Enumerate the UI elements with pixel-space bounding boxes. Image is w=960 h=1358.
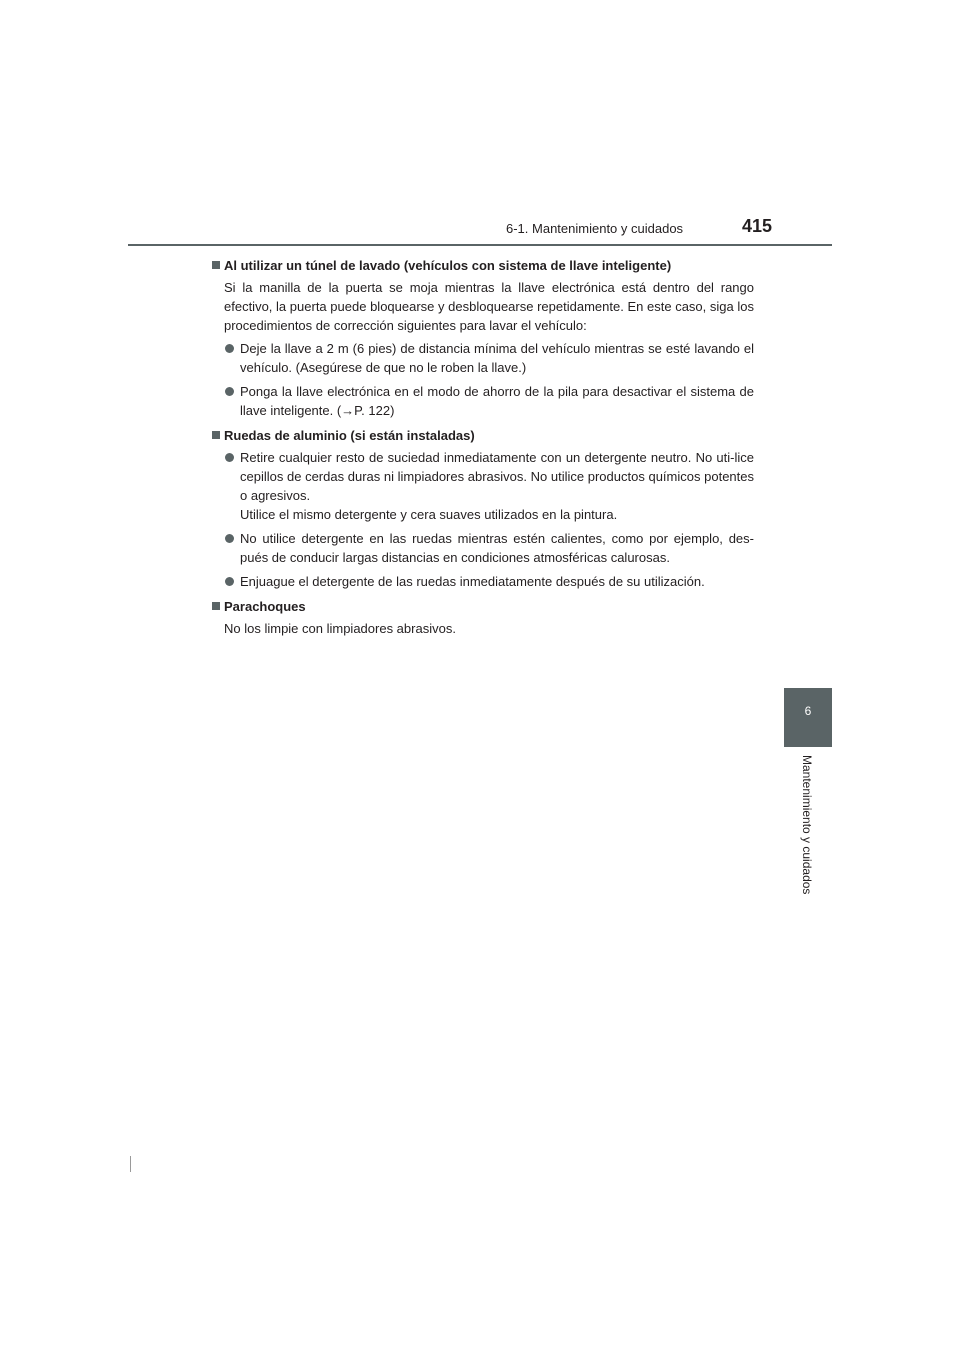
list-item: No utilice detergente en las ruedas mientras estén calientes, como por ejemplo, des-pués de conducir largas distancias en condiciones atmosféricas calurosas. — [212, 529, 754, 567]
chapter-number: 6 — [804, 704, 812, 718]
header-rule — [128, 244, 832, 246]
circle-bullet-icon — [225, 387, 234, 396]
section-aluminum-wheels — [212, 426, 754, 591]
section-heading: Al utilizar un túnel de lavado (vehículos con sistema de llave inteligente) — [212, 256, 754, 275]
header-section-title: 6-1. Mantenimiento y cuidados — [506, 221, 684, 236]
list-item-extra: Utilice el mismo detergente y cera suaves utilizados en la pintura. — [240, 507, 618, 522]
circle-bullet-icon — [225, 453, 234, 462]
section-heading: Ruedas de aluminio (si están instaladas) — [212, 426, 754, 445]
square-bullet-icon — [212, 431, 220, 439]
section-heading: Parachoques — [212, 597, 754, 616]
chapter-tab — [784, 688, 832, 747]
section-paragraph: Si la manilla de la puerta se moja mientras la llave electrónica está dentro del rango efectivo, la puerta puede bloquearse y desbloquearse repetidamente. En este caso, siga los procedimientos de corrección siguientes para lavar el vehículo: — [224, 280, 754, 333]
main-content — [212, 256, 754, 644]
square-bullet-icon — [212, 602, 220, 610]
list-item: Enjuague el detergente de las ruedas inmediatamente después de su utilización. — [212, 572, 754, 591]
section-bumpers — [212, 597, 754, 638]
square-bullet-icon — [212, 261, 220, 269]
circle-bullet-icon — [225, 534, 234, 543]
list-item: Retire cualquier resto de suciedad inmediatamente con un detergente neutro. No uti-lice cepillos de cerdas duras ni limpiadores abrasivos. No utilice productos químicos potentes o agresivos. Utilice el mismo detergente y cera suaves utilizados en la pintura. — [212, 448, 754, 524]
list-item: Deje la llave a 2 m (6 pies) de distancia mínima del vehículo mientras se esté lavando el vehículo. (Asegúrese de que no le roben la llave.) — [212, 339, 754, 377]
crop-mark — [130, 1156, 131, 1172]
page-number: 415 — [742, 216, 773, 236]
list-item: Ponga la llave electrónica en el modo de ahorro de la pila para desactivar el sistema de llave inteligente. (→P. 122) — [212, 382, 754, 420]
section-car-wash — [212, 256, 754, 420]
circle-bullet-icon — [225, 577, 234, 586]
chapter-label: Mantenimiento y cuidados — [800, 755, 814, 895]
circle-bullet-icon — [225, 344, 234, 353]
section-paragraph: No los limpie con limpiadores abrasivos. — [224, 621, 456, 636]
